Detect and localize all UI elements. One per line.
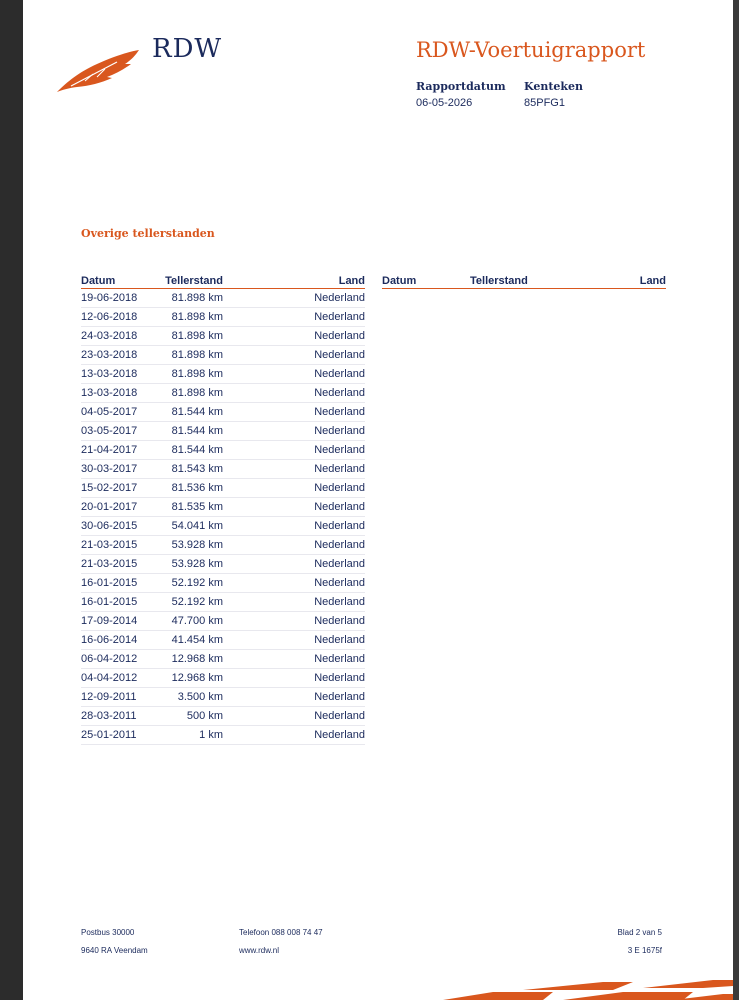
row-odometer: 81.898 km	[171, 292, 223, 304]
row-country: Nederland	[314, 596, 365, 608]
plate-value: 85PFG1	[524, 97, 565, 109]
row-country: Nederland	[314, 349, 365, 361]
row-odometer: 12.968 km	[171, 672, 223, 684]
row-country: Nederland	[314, 501, 365, 513]
row-country: Nederland	[314, 330, 365, 342]
table-row	[81, 612, 365, 631]
footer-contact	[239, 924, 323, 960]
table-row	[81, 517, 365, 536]
table-row	[81, 365, 365, 384]
row-odometer: 53.928 km	[171, 558, 223, 570]
table-row	[81, 726, 365, 745]
header-odometer-right: Tellerstand	[470, 275, 528, 287]
row-date: 17-09-2014	[81, 615, 138, 627]
table-row	[81, 403, 365, 422]
row-odometer: 52.192 km	[171, 596, 223, 608]
rdw-feather-logo	[57, 50, 139, 94]
table-header	[81, 274, 365, 289]
row-odometer: 81.544 km	[171, 425, 223, 437]
table-row	[81, 308, 365, 327]
row-date: 24-03-2018	[81, 330, 138, 342]
footer-page-info	[618, 924, 662, 960]
row-date: 30-06-2015	[81, 520, 138, 532]
footer-address-line1: Postbus 30000	[81, 928, 135, 937]
row-odometer: 81.898 km	[171, 311, 223, 323]
table-row	[81, 593, 365, 612]
row-odometer: 81.544 km	[171, 406, 223, 418]
row-country: Nederland	[314, 520, 365, 532]
row-date: 12-06-2018	[81, 311, 138, 323]
report-date-label: Rapportdatum	[416, 80, 506, 93]
plate-block	[524, 80, 583, 109]
row-country: Nederland	[314, 729, 365, 741]
row-odometer: 3.500 km	[177, 691, 223, 703]
table-body	[81, 289, 365, 745]
report-title: RDW-Voertuigrapport	[416, 38, 646, 62]
table-row	[81, 555, 365, 574]
table-header-right	[382, 274, 666, 289]
table-row	[81, 289, 365, 308]
section-title: Overige tellerstanden	[81, 227, 215, 240]
table-row	[81, 384, 365, 403]
row-date: 28-03-2011	[81, 710, 137, 722]
row-odometer: 41.454 km	[171, 634, 223, 646]
table-row	[81, 707, 365, 726]
row-date: 12-09-2011	[81, 691, 137, 703]
decorative-stripe	[433, 978, 733, 1000]
row-odometer: 53.928 km	[171, 539, 223, 551]
row-country: Nederland	[314, 691, 365, 703]
row-date: 03-05-2017	[81, 425, 138, 437]
row-country: Nederland	[314, 387, 365, 399]
table-row	[81, 574, 365, 593]
plate-label: Kenteken	[524, 80, 584, 93]
table-row	[81, 460, 365, 479]
row-country: Nederland	[314, 710, 365, 722]
header-country-right: Land	[639, 275, 666, 287]
row-country: Nederland	[314, 482, 365, 494]
row-country: Nederland	[314, 558, 365, 570]
footer-code: 3 E 1675f	[627, 946, 662, 955]
row-country: Nederland	[314, 634, 365, 646]
table-row	[81, 346, 365, 365]
table-row	[81, 650, 365, 669]
row-odometer: 81.543 km	[171, 463, 223, 475]
row-date: 13-03-2018	[81, 387, 138, 399]
row-odometer: 81.898 km	[171, 349, 223, 361]
viewer-left-edge	[0, 0, 23, 1000]
row-country: Nederland	[314, 406, 365, 418]
table-row	[81, 536, 365, 555]
table-row	[81, 669, 365, 688]
row-date: 04-04-2012	[81, 672, 138, 684]
row-date: 06-04-2012	[81, 653, 138, 665]
row-date: 30-03-2017	[81, 463, 138, 475]
header-odometer: Tellerstand	[165, 275, 223, 287]
row-odometer: 500 km	[186, 710, 223, 722]
row-odometer: 47.700 km	[171, 615, 223, 627]
odometer-table-left	[81, 274, 365, 745]
row-odometer: 81.898 km	[171, 368, 223, 380]
row-date: 21-04-2017	[81, 444, 138, 456]
row-date: 16-01-2015	[81, 577, 138, 589]
row-date: 04-05-2017	[81, 406, 138, 418]
document-page	[23, 0, 733, 1000]
row-odometer: 81.535 km	[171, 501, 223, 513]
table-row	[81, 631, 365, 650]
row-country: Nederland	[314, 653, 365, 665]
row-date: 16-01-2015	[81, 596, 138, 608]
row-odometer: 81.544 km	[171, 444, 223, 456]
row-date: 15-02-2017	[81, 482, 138, 494]
table-row	[81, 327, 365, 346]
table-row	[81, 498, 365, 517]
row-date: 21-03-2015	[81, 558, 138, 570]
footer-phone: Telefoon 088 008 74 47	[239, 928, 323, 937]
row-odometer: 12.968 km	[171, 653, 223, 665]
table-row	[81, 422, 365, 441]
row-odometer: 81.536 km	[171, 482, 223, 494]
row-date: 23-03-2018	[81, 349, 138, 361]
row-country: Nederland	[314, 672, 365, 684]
row-country: Nederland	[314, 444, 365, 456]
row-country: Nederland	[314, 292, 365, 304]
table-row	[81, 688, 365, 707]
row-country: Nederland	[314, 311, 365, 323]
header-date: Datum	[81, 275, 116, 287]
header-country: Land	[338, 275, 365, 287]
table-row	[81, 441, 365, 460]
row-country: Nederland	[314, 577, 365, 589]
row-date: 13-03-2018	[81, 368, 138, 380]
row-country: Nederland	[314, 539, 365, 551]
row-odometer: 52.192 km	[171, 577, 223, 589]
table-row	[81, 479, 365, 498]
header-date-right: Datum	[382, 275, 417, 287]
footer-address	[81, 924, 148, 960]
row-country: Nederland	[314, 463, 365, 475]
row-date: 21-03-2015	[81, 539, 138, 551]
row-odometer: 81.898 km	[171, 387, 223, 399]
footer-address-line2: 9640 RA Veendam	[81, 946, 148, 955]
row-country: Nederland	[314, 615, 365, 627]
footer-website: www.rdw.nl	[239, 946, 280, 955]
row-date: 16-06-2014	[81, 634, 138, 646]
brand-name: RDW	[152, 34, 223, 64]
odometer-table-right	[382, 274, 666, 289]
row-odometer: 1 km	[199, 729, 223, 741]
row-country: Nederland	[314, 425, 365, 437]
row-country: Nederland	[314, 368, 365, 380]
row-date: 19-06-2018	[81, 292, 138, 304]
row-date: 20-01-2017	[81, 501, 138, 513]
report-date-block	[416, 80, 506, 109]
row-odometer: 81.898 km	[171, 330, 223, 342]
row-odometer: 54.041 km	[171, 520, 223, 532]
report-date-value: 06-05-2026	[416, 97, 473, 109]
footer-page-number: Blad 2 van 5	[617, 928, 662, 937]
row-date: 25-01-2011	[81, 729, 137, 741]
